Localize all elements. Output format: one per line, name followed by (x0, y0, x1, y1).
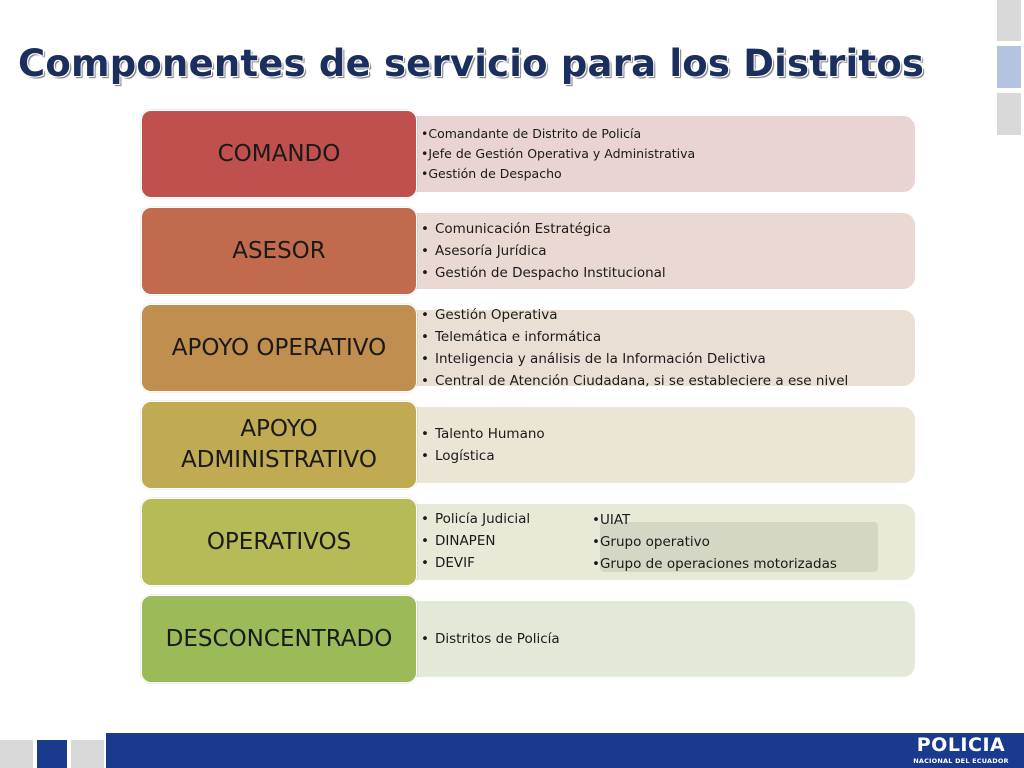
component-extra-items (592, 509, 837, 575)
component-item: • DEVIF (421, 555, 475, 571)
component-item: • Distritos de Policía (421, 631, 560, 647)
component-item: •Jefe de Gestión Operativa y Administrativa (421, 146, 696, 161)
component-item: • Telemática e informática (421, 329, 602, 345)
component-row-apoyo-operativo (141, 304, 917, 394)
component-label-line2: ADMINISTRATIVO (181, 447, 377, 473)
component-row-comando (141, 110, 917, 200)
component-items (421, 423, 545, 467)
component-extra-item: •UIAT (592, 512, 631, 528)
component-extra-item: •Grupo operativo (592, 534, 710, 550)
component-items (421, 304, 848, 392)
component-items (421, 124, 695, 184)
footer-bar (106, 733, 1024, 768)
component-items (421, 628, 560, 650)
component-label-box (141, 595, 417, 683)
component-row-asesor (141, 207, 917, 297)
component-extra-item: •Grupo de operaciones motorizadas (592, 556, 837, 572)
footer-decor-square (0, 740, 33, 768)
component-item: •Gestión de Despacho (421, 166, 562, 181)
component-label: COMANDO (217, 140, 341, 167)
component-label-line1: APOYO (240, 416, 318, 442)
component-items (421, 508, 530, 574)
component-label-box (141, 110, 417, 198)
component-label-box (141, 498, 417, 586)
component-label-box (141, 207, 417, 295)
component-item: • Policía Judicial (421, 511, 531, 527)
component-item: • Asesoría Jurídica (421, 243, 547, 259)
component-item: • Central de Atención Ciudadana, si se estableciere a ese nivel (421, 373, 849, 389)
footer-decor-square (71, 740, 104, 768)
component-label-box (141, 304, 417, 392)
component-item: • Gestión de Despacho Institucional (421, 265, 666, 281)
component-row-desconcentrado (141, 595, 917, 685)
logo-text-sub: NACIONAL DEL ECUADOR (913, 757, 1009, 765)
component-row-operativos (141, 498, 917, 588)
decor-square-middle (997, 46, 1021, 88)
component-label: OPERATIVOS (206, 528, 352, 555)
component-label: ASESOR (232, 237, 326, 264)
decor-square-top (997, 0, 1021, 41)
component-row-apoyo-administrativo (141, 401, 917, 491)
component-label: APOYO OPERATIVO (171, 334, 387, 361)
policia-logo (906, 733, 1016, 765)
logo-text-main: POLICIA (916, 734, 1006, 756)
component-label: DESCONCENTRADO (165, 625, 393, 652)
component-item: • Talento Humano (421, 426, 545, 442)
component-items (421, 218, 666, 284)
component-item: • Logística (421, 448, 495, 464)
component-item: • Comunicación Estratégica (421, 221, 611, 237)
component-item: • Gestión Operativa (421, 307, 558, 323)
component-label-box (141, 401, 417, 489)
component-item: •Comandante de Distrito de Policía (421, 126, 642, 141)
slide-title: Componentes de servicio para los Distritos (18, 42, 925, 85)
component-item: • Inteligencia y análisis de la Información Delictiva (421, 351, 766, 367)
footer-decor-square (37, 740, 67, 768)
component-item: • DINAPEN (421, 533, 496, 549)
decor-square-bottom (997, 93, 1021, 135)
